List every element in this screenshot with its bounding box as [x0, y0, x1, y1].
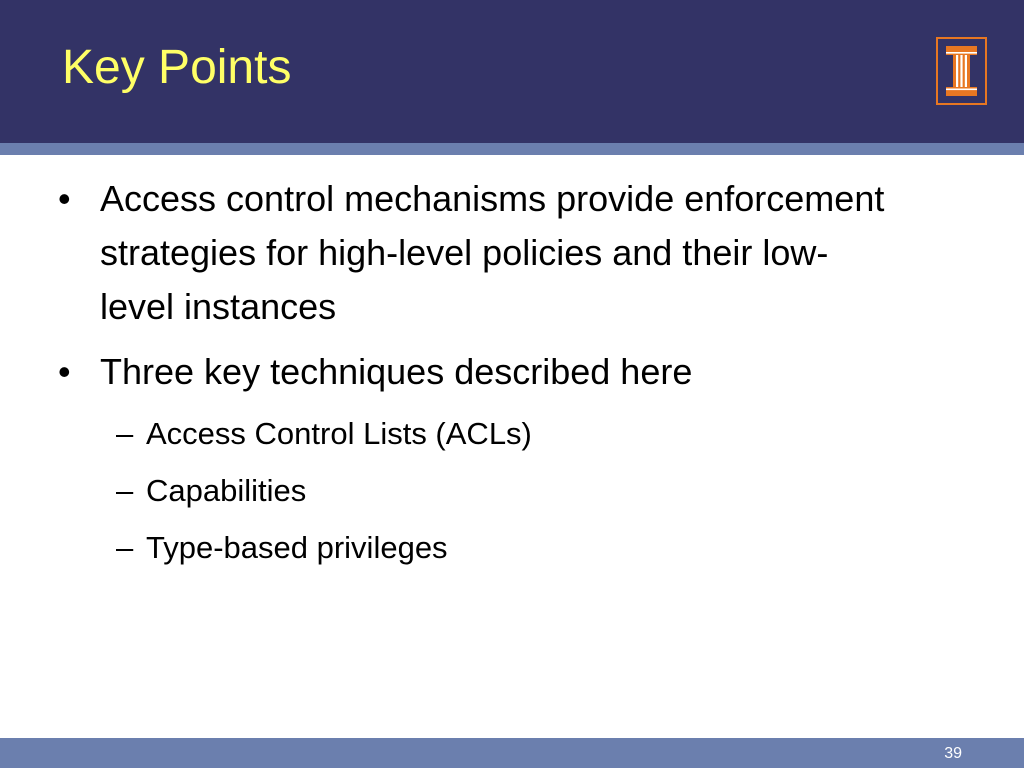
bullet-marker: •	[58, 178, 71, 219]
university-block-i-logo-icon	[936, 37, 987, 105]
bullet-item	[58, 345, 888, 399]
title-divider	[0, 143, 1024, 155]
sub-bullet-text: Type-based privileges	[146, 530, 448, 565]
sub-bullet-marker: –	[116, 530, 134, 565]
bullet-marker: •	[58, 351, 71, 392]
slide-title: Key Points	[62, 41, 292, 94]
page-number: 39	[944, 745, 962, 762]
title-bar	[0, 0, 1024, 143]
sub-bullet-text: Capabilities	[146, 473, 307, 508]
sub-bullet-item	[116, 414, 532, 454]
sub-bullet-marker: –	[116, 473, 134, 508]
footer-bar	[0, 738, 1024, 768]
sub-bullet-item	[116, 528, 448, 568]
sub-bullet-marker: –	[116, 416, 134, 451]
bullet-text: Three key techniques described here	[100, 351, 693, 392]
bullet-item	[58, 172, 888, 334]
sub-bullet-text: Access Control Lists (ACLs)	[146, 416, 532, 451]
sub-bullet-item	[116, 471, 306, 511]
bullet-text: Access control mechanisms provide enforcement strategies for high-level policies and their low-level instances	[100, 178, 885, 327]
